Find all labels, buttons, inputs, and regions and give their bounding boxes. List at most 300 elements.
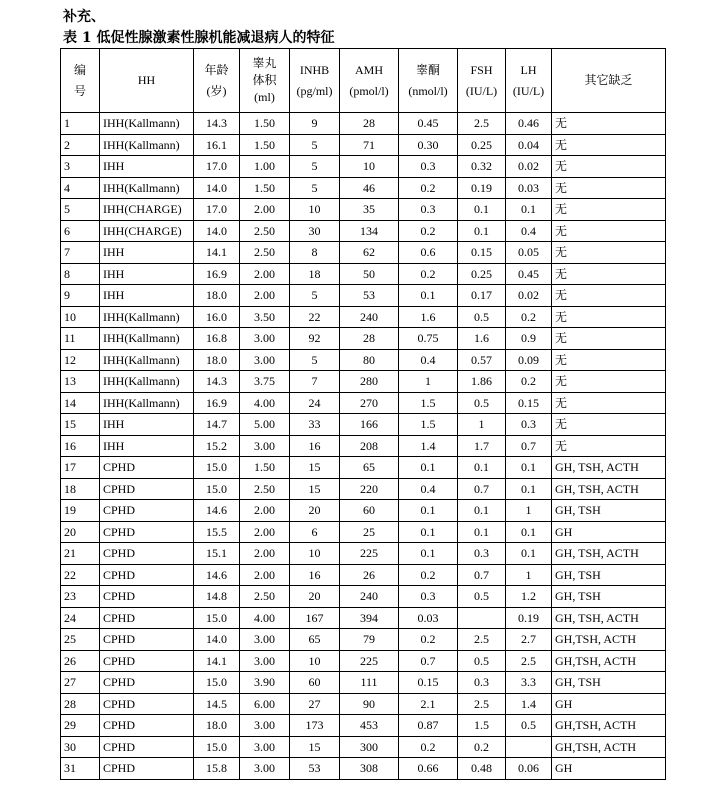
- cell-id: 2: [61, 134, 100, 156]
- cell-amh: 10: [340, 156, 399, 178]
- table-title: 表 1 低促性腺激素性腺机能减退病人的特征: [63, 30, 335, 46]
- cell-other-deficiency: GH, TSH, ACTH: [552, 607, 666, 629]
- cell-lh: 0.1: [506, 478, 552, 500]
- column-header-fsh: FSH (IU/L): [458, 49, 506, 113]
- cell-id: 15: [61, 414, 100, 436]
- cell-lh: 2.5: [506, 650, 552, 672]
- cell-age: 14.0: [194, 629, 240, 651]
- cell-hh: IHH(Kallmann): [100, 349, 194, 371]
- cell-id: 12: [61, 349, 100, 371]
- cell-id: 27: [61, 672, 100, 694]
- cell-id: 5: [61, 199, 100, 221]
- cell-amh: 46: [340, 177, 399, 199]
- cell-testis-volume: 1.50: [240, 113, 290, 135]
- cell-age: 14.6: [194, 564, 240, 586]
- cell-fsh: 0.1: [458, 199, 506, 221]
- cell-fsh: 0.32: [458, 156, 506, 178]
- cell-testis-volume: 2.00: [240, 543, 290, 565]
- cell-fsh: 0.19: [458, 177, 506, 199]
- cell-hh: CPHD: [100, 736, 194, 758]
- cell-other-deficiency: GH: [552, 693, 666, 715]
- cell-fsh: 2.5: [458, 113, 506, 135]
- cell-other-deficiency: GH,TSH, ACTH: [552, 736, 666, 758]
- cell-testosterone: 1.6: [399, 306, 458, 328]
- cell-lh: 0.19: [506, 607, 552, 629]
- cell-age: 16.8: [194, 328, 240, 350]
- cell-lh: 0.02: [506, 156, 552, 178]
- cell-id: 22: [61, 564, 100, 586]
- cell-lh: 0.46: [506, 113, 552, 135]
- cell-fsh: 0.48: [458, 758, 506, 780]
- cell-id: 20: [61, 521, 100, 543]
- cell-id: 17: [61, 457, 100, 479]
- cell-other-deficiency: 无: [552, 220, 666, 242]
- cell-other-deficiency: 无: [552, 414, 666, 436]
- cell-testis-volume: 1.00: [240, 156, 290, 178]
- cell-testosterone: 0.4: [399, 349, 458, 371]
- patient-characteristics-table: [60, 48, 666, 780]
- cell-inhb: 16: [290, 564, 340, 586]
- cell-fsh: 1.6: [458, 328, 506, 350]
- cell-age: 16.0: [194, 306, 240, 328]
- cell-inhb: 20: [290, 500, 340, 522]
- cell-lh: 0.1: [506, 521, 552, 543]
- cell-hh: CPHD: [100, 543, 194, 565]
- table-row: [61, 672, 666, 694]
- cell-lh: 0.2: [506, 371, 552, 393]
- cell-testosterone: 0.3: [399, 586, 458, 608]
- cell-other-deficiency: GH, TSH: [552, 500, 666, 522]
- cell-other-deficiency: GH, TSH, ACTH: [552, 478, 666, 500]
- cell-hh: IHH: [100, 242, 194, 264]
- table-row: [61, 736, 666, 758]
- table-row: [61, 113, 666, 135]
- cell-testosterone: 2.1: [399, 693, 458, 715]
- cell-age: 18.0: [194, 715, 240, 737]
- cell-testis-volume: 1.50: [240, 457, 290, 479]
- table-row: [61, 521, 666, 543]
- cell-inhb: 15: [290, 457, 340, 479]
- cell-testis-volume: 3.00: [240, 758, 290, 780]
- cell-testis-volume: 4.00: [240, 607, 290, 629]
- cell-fsh: 0.1: [458, 500, 506, 522]
- cell-id: 8: [61, 263, 100, 285]
- cell-testosterone: 0.75: [399, 328, 458, 350]
- cell-inhb: 16: [290, 435, 340, 457]
- cell-testosterone: 0.2: [399, 177, 458, 199]
- cell-fsh: 0.5: [458, 586, 506, 608]
- cell-other-deficiency: 无: [552, 435, 666, 457]
- cell-amh: 166: [340, 414, 399, 436]
- column-header-inhb: INHB (pg/ml): [290, 49, 340, 113]
- cell-testosterone: 0.1: [399, 521, 458, 543]
- cell-id: 25: [61, 629, 100, 651]
- cell-testosterone: 1: [399, 371, 458, 393]
- cell-amh: 53: [340, 285, 399, 307]
- cell-lh: 0.05: [506, 242, 552, 264]
- cell-age: 14.0: [194, 220, 240, 242]
- cell-testosterone: 0.4: [399, 478, 458, 500]
- column-header-lh: LH (IU/L): [506, 49, 552, 113]
- cell-testosterone: 0.15: [399, 672, 458, 694]
- cell-fsh: 1.86: [458, 371, 506, 393]
- cell-id: 3: [61, 156, 100, 178]
- table-row: [61, 199, 666, 221]
- cell-amh: 308: [340, 758, 399, 780]
- cell-fsh: 0.15: [458, 242, 506, 264]
- cell-age: 17.0: [194, 156, 240, 178]
- cell-amh: 453: [340, 715, 399, 737]
- cell-amh: 26: [340, 564, 399, 586]
- table-row: [61, 715, 666, 737]
- cell-inhb: 167: [290, 607, 340, 629]
- cell-testis-volume: 3.00: [240, 736, 290, 758]
- cell-inhb: 18: [290, 263, 340, 285]
- cell-hh: IHH: [100, 285, 194, 307]
- table-body: [61, 113, 666, 780]
- cell-amh: 111: [340, 672, 399, 694]
- cell-id: 29: [61, 715, 100, 737]
- cell-age: 14.5: [194, 693, 240, 715]
- cell-hh: IHH: [100, 414, 194, 436]
- cell-other-deficiency: 无: [552, 242, 666, 264]
- cell-testosterone: 0.6: [399, 242, 458, 264]
- cell-lh: 1: [506, 564, 552, 586]
- table-row: [61, 242, 666, 264]
- column-header-id: 编 号: [61, 49, 100, 113]
- cell-amh: 60: [340, 500, 399, 522]
- column-header-other-deficiency: 其它缺乏: [552, 49, 666, 113]
- table-row: [61, 693, 666, 715]
- cell-age: 17.0: [194, 199, 240, 221]
- cell-amh: 225: [340, 543, 399, 565]
- cell-fsh: 0.3: [458, 672, 506, 694]
- cell-hh: CPHD: [100, 693, 194, 715]
- cell-inhb: 5: [290, 349, 340, 371]
- cell-age: 15.1: [194, 543, 240, 565]
- cell-other-deficiency: GH, TSH: [552, 672, 666, 694]
- cell-testosterone: 0.45: [399, 113, 458, 135]
- cell-testis-volume: 2.00: [240, 564, 290, 586]
- cell-testosterone: 0.2: [399, 564, 458, 586]
- cell-other-deficiency: GH: [552, 758, 666, 780]
- cell-hh: CPHD: [100, 650, 194, 672]
- cell-age: 15.0: [194, 736, 240, 758]
- cell-hh: CPHD: [100, 629, 194, 651]
- cell-lh: 2.7: [506, 629, 552, 651]
- cell-amh: 28: [340, 113, 399, 135]
- cell-id: 30: [61, 736, 100, 758]
- cell-inhb: 10: [290, 650, 340, 672]
- cell-id: 4: [61, 177, 100, 199]
- cell-hh: CPHD: [100, 500, 194, 522]
- cell-fsh: 1.7: [458, 435, 506, 457]
- cell-testis-volume: 2.50: [240, 478, 290, 500]
- table-row: [61, 414, 666, 436]
- cell-amh: 280: [340, 371, 399, 393]
- cell-fsh: 0.1: [458, 521, 506, 543]
- cell-fsh: 0.5: [458, 392, 506, 414]
- cell-amh: 240: [340, 306, 399, 328]
- cell-inhb: 6: [290, 521, 340, 543]
- cell-fsh: 1: [458, 414, 506, 436]
- cell-lh: 0.5: [506, 715, 552, 737]
- cell-lh: 0.04: [506, 134, 552, 156]
- cell-hh: CPHD: [100, 521, 194, 543]
- cell-id: 21: [61, 543, 100, 565]
- cell-lh: 1.2: [506, 586, 552, 608]
- cell-other-deficiency: 无: [552, 199, 666, 221]
- cell-amh: 79: [340, 629, 399, 651]
- cell-hh: IHH(Kallmann): [100, 371, 194, 393]
- cell-amh: 394: [340, 607, 399, 629]
- cell-hh: CPHD: [100, 758, 194, 780]
- cell-id: 24: [61, 607, 100, 629]
- cell-testis-volume: 2.00: [240, 521, 290, 543]
- cell-hh: IHH: [100, 435, 194, 457]
- cell-id: 10: [61, 306, 100, 328]
- cell-age: 15.0: [194, 457, 240, 479]
- cell-lh: 0.3: [506, 414, 552, 436]
- cell-hh: CPHD: [100, 715, 194, 737]
- cell-hh: IHH: [100, 156, 194, 178]
- cell-age: 15.5: [194, 521, 240, 543]
- cell-inhb: 5: [290, 177, 340, 199]
- cell-fsh: [458, 607, 506, 629]
- cell-testosterone: 0.7: [399, 650, 458, 672]
- cell-id: 18: [61, 478, 100, 500]
- cell-other-deficiency: 无: [552, 177, 666, 199]
- table-row: [61, 629, 666, 651]
- cell-testis-volume: 2.50: [240, 220, 290, 242]
- cell-testosterone: 0.3: [399, 156, 458, 178]
- cell-age: 15.0: [194, 672, 240, 694]
- cell-hh: IHH: [100, 263, 194, 285]
- cell-age: 18.0: [194, 285, 240, 307]
- cell-inhb: 15: [290, 736, 340, 758]
- cell-hh: CPHD: [100, 586, 194, 608]
- cell-lh: 0.06: [506, 758, 552, 780]
- cell-testosterone: 0.1: [399, 285, 458, 307]
- cell-lh: 0.15: [506, 392, 552, 414]
- cell-amh: 71: [340, 134, 399, 156]
- table-row: [61, 306, 666, 328]
- cell-testosterone: 0.1: [399, 500, 458, 522]
- table-row: [61, 285, 666, 307]
- cell-age: 14.3: [194, 113, 240, 135]
- table-row: [61, 263, 666, 285]
- cell-inhb: 10: [290, 199, 340, 221]
- cell-age: 15.8: [194, 758, 240, 780]
- cell-testis-volume: 3.75: [240, 371, 290, 393]
- supplement-heading: 补充、: [63, 9, 105, 25]
- cell-inhb: 173: [290, 715, 340, 737]
- cell-fsh: 0.7: [458, 478, 506, 500]
- cell-age: 16.1: [194, 134, 240, 156]
- cell-amh: 208: [340, 435, 399, 457]
- cell-lh: 0.03: [506, 177, 552, 199]
- cell-fsh: 0.1: [458, 457, 506, 479]
- table-row: [61, 349, 666, 371]
- cell-inhb: 60: [290, 672, 340, 694]
- cell-lh: 0.9: [506, 328, 552, 350]
- cell-lh: 0.2: [506, 306, 552, 328]
- cell-inhb: 20: [290, 586, 340, 608]
- cell-other-deficiency: 无: [552, 349, 666, 371]
- cell-inhb: 5: [290, 156, 340, 178]
- cell-lh: 3.3: [506, 672, 552, 694]
- cell-amh: 62: [340, 242, 399, 264]
- cell-testis-volume: 5.00: [240, 414, 290, 436]
- cell-fsh: 1.5: [458, 715, 506, 737]
- table-row: [61, 435, 666, 457]
- cell-other-deficiency: 无: [552, 263, 666, 285]
- cell-testosterone: 0.3: [399, 199, 458, 221]
- cell-amh: 270: [340, 392, 399, 414]
- cell-hh: CPHD: [100, 457, 194, 479]
- cell-fsh: 0.5: [458, 306, 506, 328]
- cell-hh: IHH(Kallmann): [100, 306, 194, 328]
- cell-testis-volume: 2.50: [240, 586, 290, 608]
- cell-other-deficiency: GH,TSH, ACTH: [552, 715, 666, 737]
- cell-fsh: 2.5: [458, 629, 506, 651]
- cell-other-deficiency: GH, TSH, ACTH: [552, 457, 666, 479]
- cell-amh: 28: [340, 328, 399, 350]
- cell-hh: CPHD: [100, 607, 194, 629]
- cell-id: 19: [61, 500, 100, 522]
- cell-fsh: 0.1: [458, 220, 506, 242]
- cell-other-deficiency: 无: [552, 371, 666, 393]
- cell-hh: CPHD: [100, 564, 194, 586]
- cell-lh: 0.09: [506, 349, 552, 371]
- cell-inhb: 33: [290, 414, 340, 436]
- cell-testis-volume: 3.00: [240, 629, 290, 651]
- table-row: [61, 392, 666, 414]
- cell-other-deficiency: GH,TSH, ACTH: [552, 650, 666, 672]
- cell-id: 31: [61, 758, 100, 780]
- cell-other-deficiency: 无: [552, 156, 666, 178]
- cell-fsh: 0.5: [458, 650, 506, 672]
- cell-fsh: 0.25: [458, 263, 506, 285]
- cell-hh: IHH(Kallmann): [100, 113, 194, 135]
- cell-amh: 90: [340, 693, 399, 715]
- cell-testis-volume: 3.00: [240, 435, 290, 457]
- cell-testis-volume: 3.00: [240, 650, 290, 672]
- cell-age: 15.2: [194, 435, 240, 457]
- cell-id: 26: [61, 650, 100, 672]
- cell-other-deficiency: GH: [552, 521, 666, 543]
- cell-inhb: 8: [290, 242, 340, 264]
- cell-lh: 0.7: [506, 435, 552, 457]
- cell-age: 14.1: [194, 650, 240, 672]
- cell-inhb: 22: [290, 306, 340, 328]
- cell-inhb: 24: [290, 392, 340, 414]
- cell-testosterone: 0.1: [399, 457, 458, 479]
- cell-testis-volume: 3.00: [240, 349, 290, 371]
- cell-inhb: 92: [290, 328, 340, 350]
- cell-other-deficiency: GH, TSH, ACTH: [552, 543, 666, 565]
- cell-hh: IHH(Kallmann): [100, 328, 194, 350]
- table-row: [61, 177, 666, 199]
- cell-inhb: 30: [290, 220, 340, 242]
- cell-hh: IHH(Kallmann): [100, 177, 194, 199]
- cell-id: 11: [61, 328, 100, 350]
- cell-testis-volume: 3.50: [240, 306, 290, 328]
- table-row: [61, 543, 666, 565]
- cell-other-deficiency: GH,TSH, ACTH: [552, 629, 666, 651]
- cell-fsh: 0.17: [458, 285, 506, 307]
- cell-hh: CPHD: [100, 672, 194, 694]
- cell-fsh: 0.25: [458, 134, 506, 156]
- table-row: [61, 457, 666, 479]
- cell-hh: IHH(CHARGE): [100, 199, 194, 221]
- table-header-row: [61, 49, 666, 113]
- cell-amh: 25: [340, 521, 399, 543]
- cell-testosterone: 1.5: [399, 392, 458, 414]
- cell-testis-volume: 1.50: [240, 134, 290, 156]
- cell-testis-volume: 2.00: [240, 285, 290, 307]
- cell-age: 14.0: [194, 177, 240, 199]
- cell-testosterone: 0.30: [399, 134, 458, 156]
- cell-testosterone: 0.2: [399, 263, 458, 285]
- column-header-testosterone: 睾酮 (nmol/l): [399, 49, 458, 113]
- cell-amh: 134: [340, 220, 399, 242]
- cell-fsh: 0.3: [458, 543, 506, 565]
- cell-amh: 300: [340, 736, 399, 758]
- cell-id: 13: [61, 371, 100, 393]
- cell-lh: 1: [506, 500, 552, 522]
- cell-amh: 35: [340, 199, 399, 221]
- cell-age: 14.6: [194, 500, 240, 522]
- cell-testis-volume: 1.50: [240, 177, 290, 199]
- cell-hh: CPHD: [100, 478, 194, 500]
- cell-id: 28: [61, 693, 100, 715]
- cell-age: 16.9: [194, 392, 240, 414]
- cell-hh: IHH(Kallmann): [100, 392, 194, 414]
- cell-testis-volume: 3.00: [240, 715, 290, 737]
- column-header-age: 年龄 (岁): [194, 49, 240, 113]
- cell-age: 15.0: [194, 478, 240, 500]
- cell-lh: 0.1: [506, 457, 552, 479]
- cell-other-deficiency: GH, TSH: [552, 564, 666, 586]
- cell-testis-volume: 2.00: [240, 199, 290, 221]
- column-header-amh: AMH (pmol/l): [340, 49, 399, 113]
- cell-testosterone: 0.87: [399, 715, 458, 737]
- cell-testosterone: 0.1: [399, 543, 458, 565]
- cell-amh: 225: [340, 650, 399, 672]
- cell-testosterone: 0.2: [399, 629, 458, 651]
- table-row: [61, 134, 666, 156]
- cell-lh: 0.02: [506, 285, 552, 307]
- cell-other-deficiency: 无: [552, 134, 666, 156]
- cell-inhb: 53: [290, 758, 340, 780]
- cell-inhb: 9: [290, 113, 340, 135]
- cell-testis-volume: 3.90: [240, 672, 290, 694]
- cell-testis-volume: 2.50: [240, 242, 290, 264]
- cell-testosterone: 0.2: [399, 220, 458, 242]
- cell-inhb: 5: [290, 134, 340, 156]
- cell-testosterone: 0.03: [399, 607, 458, 629]
- cell-testis-volume: 3.00: [240, 328, 290, 350]
- cell-hh: IHH(Kallmann): [100, 134, 194, 156]
- table-row: [61, 500, 666, 522]
- cell-age: 16.9: [194, 263, 240, 285]
- cell-age: 14.1: [194, 242, 240, 264]
- table-row: [61, 758, 666, 780]
- cell-lh: 0.4: [506, 220, 552, 242]
- cell-lh: 0.1: [506, 199, 552, 221]
- cell-testosterone: 0.66: [399, 758, 458, 780]
